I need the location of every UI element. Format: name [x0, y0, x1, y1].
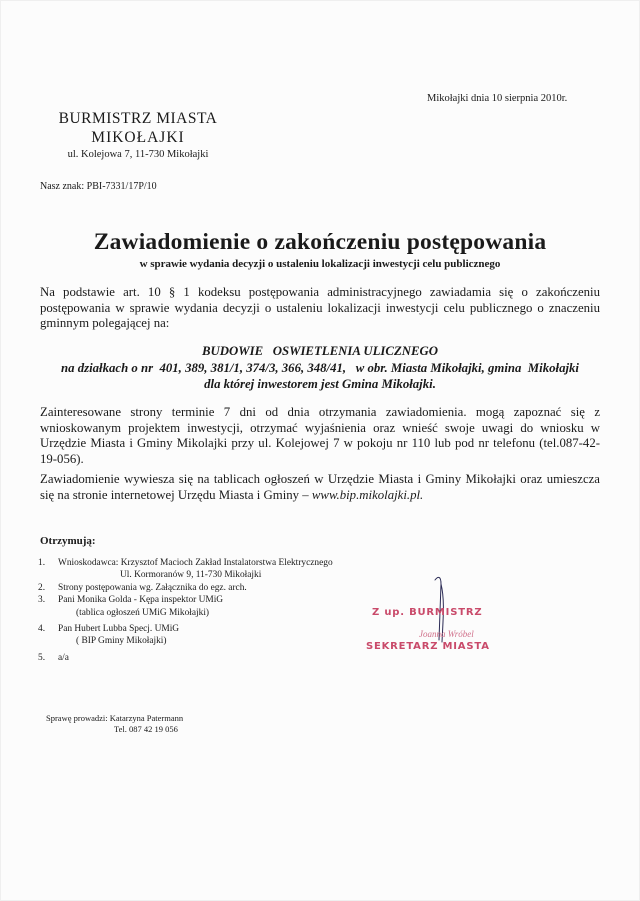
list-text	[58, 594, 398, 619]
recipient-line: Pani Monika Golda - Kępa inspektor UMiG	[58, 595, 224, 606]
issuer-title: BURMISTRZ MIASTA	[58, 110, 218, 127]
prepared-by-block	[46, 713, 183, 735]
list-item	[38, 557, 398, 582]
list-item	[38, 623, 398, 648]
list-item	[38, 582, 398, 594]
project-description	[30, 343, 610, 393]
document-date: Mikołajki dnia 10 sierpnia 2010r.	[427, 93, 568, 104]
recipient-line: Pan Hubert Lubba Specj. UMiG	[58, 624, 180, 635]
issuer-block	[33, 110, 243, 160]
recipient-subline: ( BIP Gminy Mikołajki)	[76, 636, 167, 647]
list-number: 1.	[38, 558, 46, 568]
list-number: 5.	[38, 652, 46, 663]
recipients-list	[38, 557, 398, 664]
document-subtitle: w sprawie wydania decyzji o ustaleniu lokalizacji inwestycji celu publicznego	[139, 258, 501, 270]
list-number: 4.	[38, 624, 46, 635]
paragraph-legal-basis: Na podstawie art. 10 § 1 kodeksu postępowania administracyjnego zawiadamia się o zakończeniu postępowania w sprawie wydania decyzji o ustaleniu lokalizacji inwestycji celu publicznego o znaczeniu gminnym polegającej na:	[40, 285, 600, 330]
recipient-subline: Ul. Kormoranów 9, 11-730 Mikołajki	[120, 570, 262, 581]
recipient-line: Strony postępowania wg. Załącznika do egz. arch.	[58, 582, 247, 593]
issuer-address: ul. Kolejowa 7, 11-730 Mikołajki	[67, 149, 209, 160]
list-text	[58, 557, 398, 582]
stamp-name: Joanna Wróbel	[419, 629, 474, 639]
issuer-town: MIKOŁAJKI	[91, 129, 185, 146]
recipient-line: Wnioskodawca: Krzysztof Macioch Zakład Instalatorstwa Elektrycznego	[58, 558, 333, 568]
prepared-by: Sprawę prowadzi: Katarzyna Patermann	[46, 713, 184, 723]
prepared-by-phone: Tel. 087 42 19 056	[114, 724, 178, 734]
list-item	[38, 652, 398, 664]
project-plots: na działkach o nr 401, 389, 381/1, 374/3, 366, 348/41, w obr. Miasta Mikołajki, gmina Mikołajki	[61, 360, 579, 375]
project-name: BUDOWIE OSWIETLENIA ULICZNEGO	[201, 344, 439, 358]
document-title: Zawiadomienie o zakończeniu postępowania	[93, 229, 547, 255]
list-item	[38, 594, 398, 619]
recipients-heading: Otrzymują:	[40, 535, 96, 547]
list-text	[58, 623, 398, 648]
recipient-subline: (tablica ogłoszeń UMiG Mikołajki)	[76, 607, 210, 618]
paragraph-consultation: Zainteresowane strony terminie 7 dni od dnia otrzymania zawiadomienia. mogą zapoznać się z wnioskowanym projektem inwestycji, otrzymać wyjaśnienia oraz wnieść swoje uwagi do wniosku w Urzędzie Miasta i Gminy Mikolajki przy ul. Kolejowej 7 w pokoju nr 110 lub pod nr telefonu (tel.087-42-19-056).	[40, 405, 600, 466]
official-stamp	[362, 605, 527, 660]
paragraph-publication	[40, 472, 600, 503]
list-number: 2.	[38, 582, 46, 593]
stamp-line2: SEKRETARZ MIASTA	[366, 641, 490, 652]
list-number: 3.	[38, 595, 46, 606]
publication-text: Zawiadomienie wywiesza się na tablicach ogłoszeń w Urzędzie Miasta i Gminy Mikołajki oraz umieszcza się na stronie internetowej Urzędu Miasta i Gminy –	[40, 472, 600, 502]
stamp-line1: Z up. BURMISTRZ	[372, 607, 483, 618]
publication-url: www.bip.mikolajki.pl.	[311, 487, 424, 502]
project-investor: dla której inwestorem jest Gmina Mikołajki.	[204, 377, 436, 391]
recipient-line: a/a	[58, 652, 69, 663]
reference-number: Nasz znak: PBI-7331/17P/10	[40, 181, 157, 192]
